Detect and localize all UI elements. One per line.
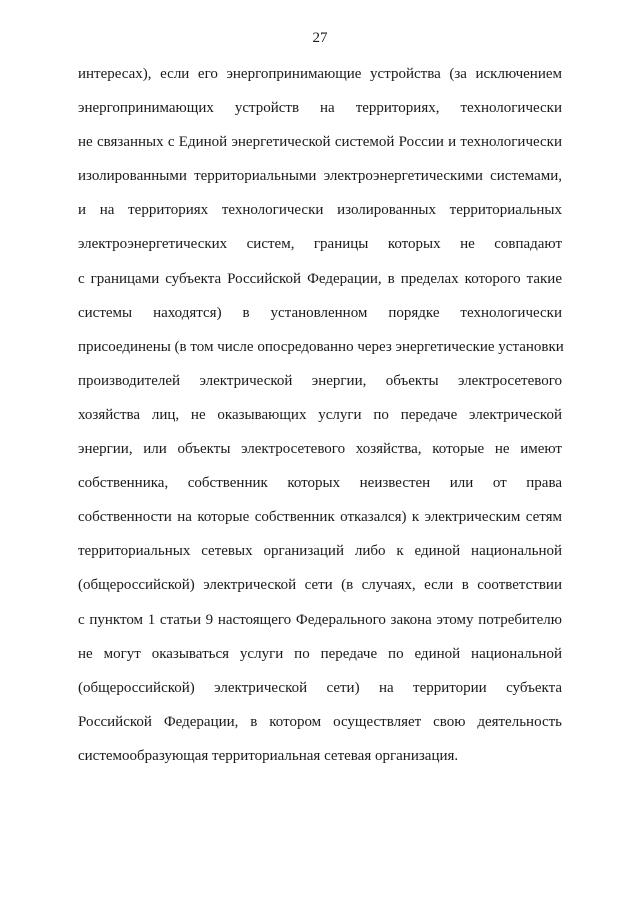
text-line: хозяйства лиц, не оказывающих услуги по передаче электрической bbox=[78, 406, 562, 423]
text-line: изолированными территориальными электроэнергетическими системами, bbox=[78, 168, 562, 185]
text-line: (общероссийской) электрической сети) на территории субъекта bbox=[78, 679, 562, 696]
text-line: собственника, собственник которых неизвестен или от права bbox=[78, 475, 562, 492]
text-line: собственности на которые собственник отказался) к электрическим сетям bbox=[78, 509, 562, 526]
text-line: электроэнергетических систем, границы которых не совпадают bbox=[78, 236, 562, 253]
text-line: энергопринимающих устройств на территориях, технологически bbox=[78, 100, 562, 117]
body-text bbox=[78, 61, 562, 777]
text-line: с пунктом 1 статьи 9 настоящего Федерального закона этому потребителю bbox=[78, 611, 562, 628]
text-line: Российской Федерации, в котором осуществляет свою деятельность bbox=[78, 713, 562, 730]
text-line: с границами субъекта Российской Федерации, в пределах которого такие bbox=[78, 270, 562, 287]
text-line: производителей электрической энергии, объекты электросетевого bbox=[78, 372, 562, 389]
text-line: территориальных сетевых организаций либо к единой национальной bbox=[78, 543, 562, 560]
text-line-last: системообразующая территориальная сетевая организация. bbox=[78, 747, 459, 764]
text-line: интересах), если его энергопринимающие устройства (за исключением bbox=[78, 66, 562, 82]
text-line: энергии, или объекты электросетевого хозяйства, которые не имеют bbox=[78, 441, 562, 458]
text-line: системы находятся) в установленном порядке технологически bbox=[78, 304, 562, 321]
text-line: присоединены (в том числе опосредованно через энергетические установки bbox=[78, 338, 564, 355]
text-line: (общероссийской) электрической сети (в случаях, если в соответствии bbox=[78, 577, 562, 594]
page-number: 27 bbox=[312, 30, 328, 46]
text-line: не могут оказываться услуги по передаче по единой национальной bbox=[78, 645, 562, 662]
text-line: не связанных с Единой энергетической системой России и технологически bbox=[78, 134, 562, 151]
text-line: и на территориях технологически изолированных территориальных bbox=[78, 202, 562, 219]
